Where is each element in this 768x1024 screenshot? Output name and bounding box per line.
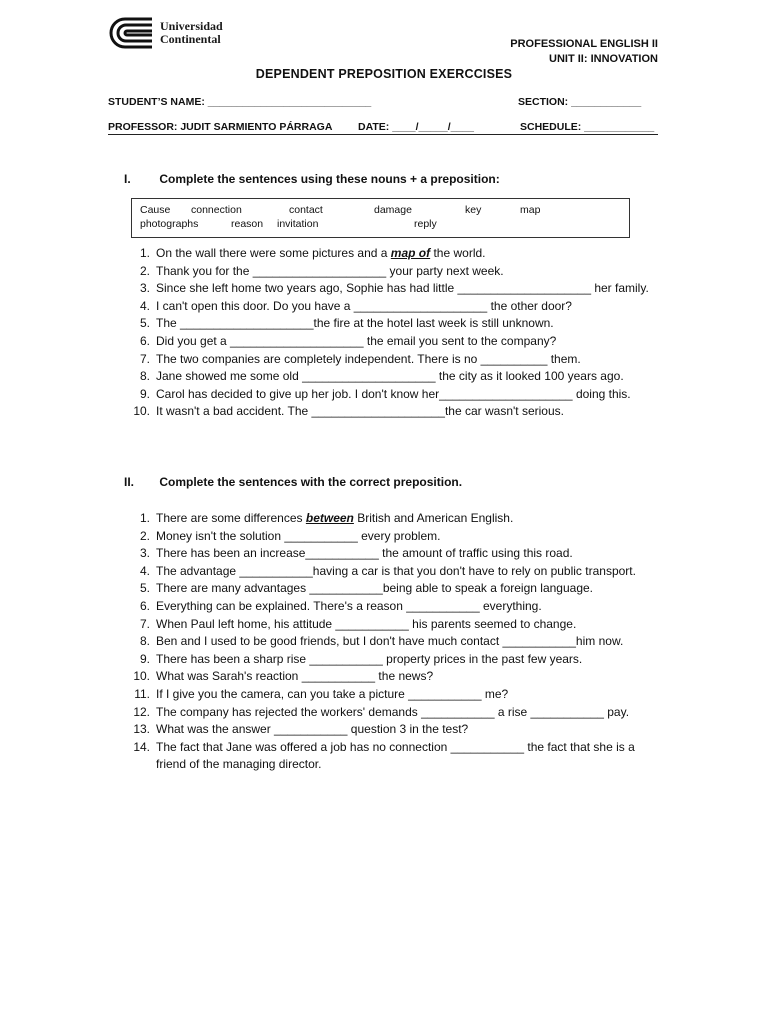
exercise-number: 9. [139, 386, 150, 401]
exercise-item[interactable] [124, 686, 664, 704]
exercise-item[interactable] [124, 739, 664, 774]
exercise-number: 6. [139, 598, 150, 613]
exercise-item[interactable] [124, 545, 664, 563]
exercise-number: 4. [139, 298, 150, 313]
header-divider [108, 134, 658, 135]
example-answer: between [305, 511, 354, 525]
exercise-item[interactable] [124, 368, 664, 386]
exercise-item[interactable] [124, 280, 664, 298]
course-info [510, 37, 658, 67]
logo-line-2: Continental [160, 32, 221, 46]
word-bank-item: reply [414, 218, 437, 230]
exercise-text: There has been a sharp rise ___________ property prices in the past few years. [156, 651, 583, 666]
exercise-text: The fact that Jane was offered a job has no connection ___________ the fact that she is a friend of the managing director. [156, 739, 635, 772]
exercise-number: 7. [139, 616, 150, 631]
continental-logo-icon [108, 16, 154, 50]
exercise-text: What was the answer ___________ question 3 in the test? [156, 722, 469, 737]
exercise-text: What was Sarah's reaction ___________ the news? [156, 669, 434, 684]
university-logo [108, 16, 223, 50]
exercise-number: 7. [139, 351, 150, 366]
logo-wordmark [160, 20, 223, 46]
exercise-number: 1. [139, 511, 150, 525]
section-1-heading [124, 172, 500, 186]
logo-line-1: Universidad [160, 19, 223, 33]
section-2-instruction: Complete the sentences with the correct preposition. [159, 475, 463, 489]
word-bank-item: Cause [140, 204, 171, 216]
exercise-text: When Paul left home, his attitude ___________ his parents seemed to change. [156, 616, 577, 631]
word-bank-item: photographs [140, 218, 199, 230]
section-2-heading [124, 475, 462, 489]
exercise-number: 2. [139, 528, 150, 543]
exercise-text: I can't open this door. Do you have a ____________________ the other door? [156, 298, 572, 313]
exercise-item[interactable] [124, 528, 664, 546]
exercise-number: 5. [139, 316, 150, 331]
exercise-item[interactable] [124, 651, 664, 669]
word-bank-item: key [465, 204, 482, 216]
student-name-field[interactable]: STUDENT’S NAME: ____________________________ [108, 96, 372, 108]
exercise-number: 6. [139, 333, 150, 348]
exercise-number: 14. [133, 739, 150, 754]
exercise-number: 3. [139, 546, 150, 561]
exercise-item[interactable] [124, 668, 664, 686]
exercise-item[interactable] [124, 563, 664, 581]
exercise-text: There are many advantages ___________being able to speak a foreign language. [156, 581, 593, 596]
exercise-number: 9. [139, 651, 150, 666]
exercise-number: 8. [139, 369, 150, 384]
exercise-text: The two companies are completely independent. There is no __________ them. [156, 351, 581, 366]
exercise-text: On the wall there were some pictures and a [156, 246, 391, 260]
exercise-number: 4. [139, 563, 150, 578]
exercise-item[interactable] [124, 721, 664, 739]
exercise-text: Carol has decided to give up her job. I don't know her____________________ doing this. [156, 386, 631, 401]
section-1-number: I. [124, 172, 131, 186]
section-1-instruction: Complete the sentences using these nouns + a preposition: [159, 172, 500, 186]
exercise-text-end: British and American English. [353, 511, 514, 525]
word-bank-item: contact [289, 204, 323, 216]
exercise-text: Everything can be explained. There's a reason ___________ everything. [156, 598, 542, 613]
exercise-item[interactable] [124, 633, 664, 651]
exercise-number: 3. [139, 281, 150, 296]
exercise-text: Thank you for the ____________________ your party next week. [156, 263, 504, 278]
worksheet-title: DEPENDENT PREPOSITION EXERCCISES [255, 67, 513, 81]
section-1-exercise-list [124, 245, 664, 421]
exercise-text: There has been an increase___________ the amount of traffic using this road. [156, 546, 573, 561]
section-2-exercise-list [124, 510, 664, 774]
word-bank-item: connection [191, 204, 242, 216]
exercise-text: If I give you the camera, can you take a picture ___________ me? [156, 686, 509, 701]
exercise-text: Money isn't the solution ___________ every problem. [156, 528, 441, 543]
section-field[interactable]: SECTION: ____________ [518, 96, 642, 108]
exercise-item[interactable] [124, 386, 664, 404]
exercise-number: 5. [139, 581, 150, 596]
exercise-item[interactable] [124, 616, 664, 634]
word-bank-item: invitation [277, 218, 319, 230]
exercise-number: 11. [134, 686, 150, 701]
exercise-number: 10. [133, 669, 150, 684]
exercise-item[interactable] [124, 704, 664, 722]
exercise-text: The company has rejected the workers' demands ___________ a rise ___________ pay. [156, 704, 630, 719]
exercise-number: 10. [133, 404, 150, 419]
exercise-item[interactable] [124, 598, 664, 616]
exercise-text: There are some differences [156, 511, 306, 525]
exercise-item[interactable] [124, 245, 664, 263]
exercise-item[interactable] [124, 351, 664, 369]
word-bank-item: map [520, 204, 541, 216]
exercise-item[interactable] [124, 403, 664, 421]
exercise-item[interactable] [124, 315, 664, 333]
exercise-text: Ben and I used to be good friends, but I don't have much contact ___________him now. [156, 634, 624, 649]
exercise-number: 1. [139, 246, 150, 260]
exercise-number: 8. [139, 634, 150, 649]
professor-label: PROFESSOR: JUDIT SARMIENTO PÁRRAGA [108, 121, 333, 133]
word-bank-item: reason [231, 218, 264, 230]
exercise-number: 2. [139, 263, 150, 278]
course-name: PROFESSIONAL ENGLISH II [510, 38, 658, 50]
date-field[interactable]: DATE: ____/_____/____ [358, 121, 474, 133]
schedule-field[interactable]: SCHEDULE: ____________ [520, 121, 655, 133]
exercise-item[interactable] [124, 333, 664, 351]
word-bank [131, 198, 630, 238]
exercise-item[interactable] [124, 298, 664, 316]
exercise-item[interactable] [124, 510, 664, 528]
word-bank-item: damage [374, 204, 412, 216]
exercise-number: 13. [133, 722, 150, 737]
exercise-text: Since she left home two years ago, Sophie has had little ____________________ her family. [156, 281, 649, 296]
exercise-item[interactable] [124, 580, 664, 598]
unit-name: UNIT II: INNOVATION [549, 53, 658, 65]
exercise-text: It wasn't a bad accident. The ____________________the car wasn't serious. [156, 404, 564, 419]
exercise-number: 12. [133, 704, 150, 719]
exercise-item[interactable] [124, 263, 664, 281]
section-2-number: II. [124, 475, 135, 489]
exercise-text: Did you get a ____________________ the email you sent to the company? [156, 333, 557, 348]
exercise-text: The advantage ___________having a car is that you don't have to rely on public transport. [156, 563, 636, 578]
example-answer: map of [390, 246, 431, 260]
exercise-text: The ____________________the fire at the hotel last week is still unknown. [156, 316, 554, 331]
exercise-text-end: the world. [430, 246, 486, 260]
exercise-text: Jane showed me some old ____________________ the city as it looked 100 years ago. [156, 369, 624, 384]
